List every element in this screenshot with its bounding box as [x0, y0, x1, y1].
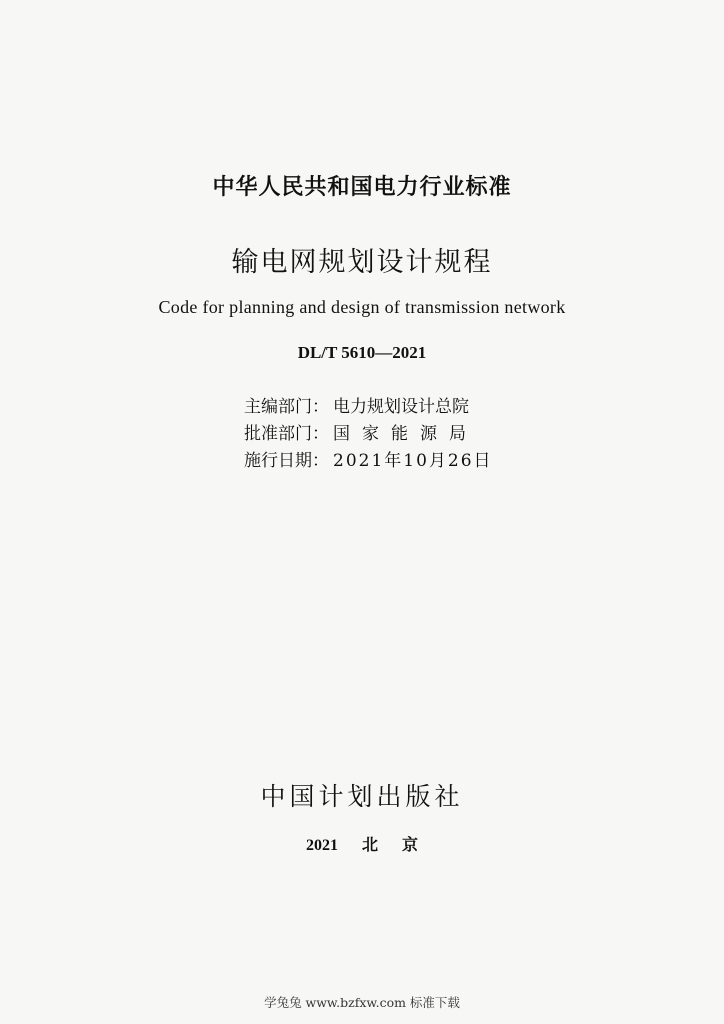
publisher: 中国计划出版社	[260, 782, 464, 811]
publication-year: 2021	[305, 837, 338, 854]
approval-department-label: 批准部门：	[244, 424, 329, 444]
editor-department-label: 主编部门：	[244, 397, 329, 417]
publication-city-2: 京	[402, 837, 419, 854]
document-title: 输电网规划设计规程	[231, 247, 493, 278]
editor-department-row	[244, 392, 469, 417]
publication-place-year	[0, 832, 724, 855]
document-title-english: Code for planning and design of transmission network	[158, 297, 566, 317]
approval-department-value: 国家能源局	[333, 424, 478, 444]
publication-city-1: 北	[361, 837, 378, 854]
standard-code: DL/T 5610—2021	[297, 343, 427, 362]
editor-department-value: 电力规划设计总院	[333, 397, 469, 417]
effective-date-value: 2021年10月26日	[333, 451, 493, 471]
footer-watermark: 学兔兔 www.bzfxw.com 标准下载	[264, 995, 460, 1010]
effective-date-row	[244, 446, 493, 471]
approval-department-row	[244, 419, 478, 444]
effective-date-label: 施行日期：	[244, 451, 329, 471]
standard-series: 中华人民共和国电力行业标准	[212, 175, 512, 200]
